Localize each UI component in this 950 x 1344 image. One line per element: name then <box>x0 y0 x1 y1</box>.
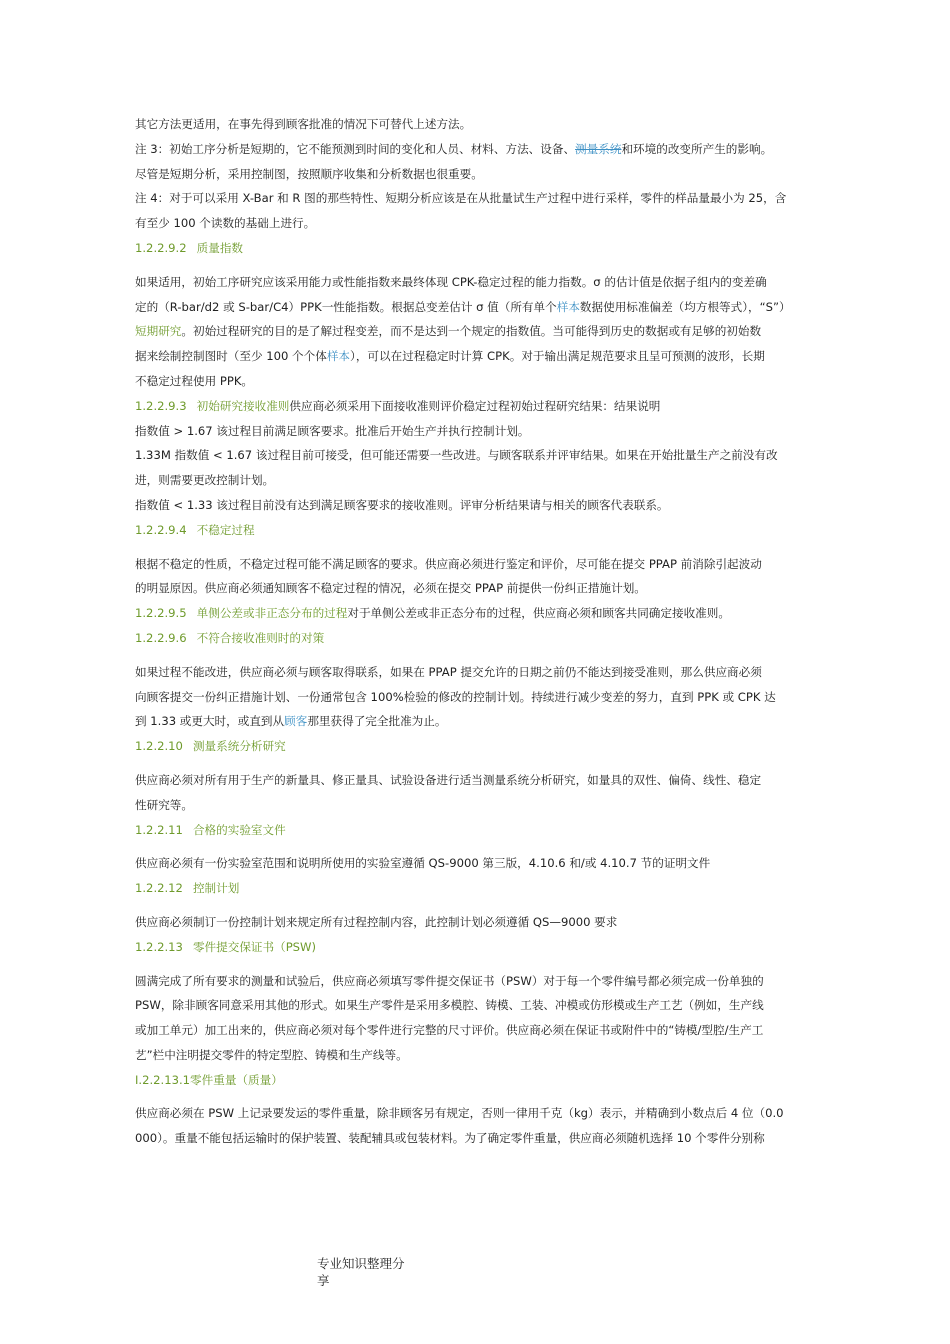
paragraph-line: 根据不稳定的性质，不稳定过程可能不满足顾客的要求。供应商必须进行鉴定和评价，尽可能在提交 PPAP 前消除引起波动 <box>135 556 762 571</box>
customer-link[interactable]: 顾客 <box>284 714 308 729</box>
short-term-study-link[interactable]: 短期研究 <box>135 324 182 339</box>
section-heading: 1.2.2.13 零件提交保证书（PSW) <box>135 939 317 954</box>
paragraph-line: 或加工单元）加工出来的，供应商必须对每个零件进行完整的尺寸评价。供应商必须在保证书或附件中的“铸模/型腔/生产工 <box>135 1023 764 1038</box>
paragraph-line: 性研究等。 <box>135 797 193 812</box>
paragraph-line: 到 1.33 或更大时，或直到从顾客那里获得了完全批准为止。 <box>135 714 447 729</box>
page-footer <box>317 1255 417 1289</box>
paragraph-line: 1.33M 指数值 < 1.67 该过程目前可接受，但可能还需要一些改进。与顾客联系并评审结果。如果在开始批量生产之前没有改 <box>135 448 778 463</box>
paragraph-line: 有至少 100 个读数的基础上进行。 <box>135 216 316 231</box>
paragraph-line: 进，则需要更改控制计划。 <box>135 473 275 488</box>
paragraph-line: 指数值 < 1.33 该过程目前没有达到满足顾客要求的接收准则。评审分析结果请与相关的顾客代表联系。 <box>135 497 669 512</box>
sample-link[interactable]: 样本 <box>326 349 351 364</box>
paragraph-line: 不稳定过程使用 PPK。 <box>135 373 254 388</box>
paragraph-line: 如果过程不能改进，供应商必须与顾客取得联系，如果在 PPAP 提交允许的日期之前仍不能达到接受准则，那么供应商必须 <box>135 664 762 679</box>
paragraph-line: 向顾客提交一份纠正措施计划、一份通常包含 100%检验的修改的控制计划。持续进行减少变差的努力，直到 PPK 或 CPK 达 <box>135 689 776 704</box>
footer-line: 享 <box>317 1273 330 1288</box>
paragraph-line: PSW，除非顾客同意采用其他的形式。如果生产零件是采用多模腔、铸模、工装、冲模或仿形模或生产工艺（例如，生产线 <box>135 998 764 1013</box>
section-heading: 1.2.2.9.2 质量指数 <box>135 240 244 255</box>
document-body <box>135 112 835 1151</box>
paragraph-line: 供应商必须有一份实验室范围和说明所使用的实验室遵循 QS-9000 第三版，4.10.6 和/或 4.10.7 节的证明文件 <box>135 856 711 871</box>
section-heading-inline: 1.2.2.9.3 初始研究接收准则供应商必须采用下面接收准则评价稳定过程初始过程研究结果：结果说明 <box>135 398 661 413</box>
paragraph-line: 供应商必须在 PSW 上记录要发运的零件重量，除非顾客另有规定，否则一律用千克（kg）表示，并精确到小数点后 4 位（0.0 <box>135 1106 784 1121</box>
paragraph-line: 000）。重量不能包括运输时的保护装置、装配辅具或包装材料。为了确定零件重量，供应商必须随机选择 10 个零件分别称 <box>135 1131 765 1146</box>
paragraph-line: 艺”栏中注明提交零件的特定型腔、铸模和生产线等。 <box>135 1047 408 1062</box>
paragraph-line: 指数值 > 1.67 该过程目前满足顾客要求。批准后开始生产并执行控制计划。 <box>135 423 530 438</box>
section-heading: 1.2.2.12 控制计划 <box>135 881 240 896</box>
section-heading: 1.2.2.9.6 不符合接收准则时的对策 <box>135 630 325 645</box>
paragraph-line: 据来绘制控制图时（至少 100 个个体样本），可以在过程稳定时计算 CPK。对于输出满足规范要求且呈可预测的波形，长期 <box>135 349 765 364</box>
section-heading-inline: 1.2.2.9.5 单侧公差或非正态分布的过程对于单侧公差或非正态分布的过程，供应商必须和顾客共同确定接收准则。 <box>135 606 730 621</box>
note4-line: 注 4：对于可以采用 X-Bar 和 R 图的那些特性、短期分析应该是在从批量试生产过程中进行采样，零件的样品量最小为 25，含 <box>135 191 787 206</box>
section-heading: I.2.2.13.1零件重量（质量） <box>135 1072 283 1087</box>
measurement-system-link[interactable]: 测量系统 <box>575 141 622 156</box>
paragraph-line: 其它方法更适用，在事先得到顾客批准的情况下可替代上述方法。 <box>135 117 472 131</box>
section-heading: 1.2.2.11 合格的实验室文件 <box>135 822 286 837</box>
paragraph-line: 尽管是短期分析，采用控制图，按照顺序收集和分析数据也很重要。 <box>135 166 483 181</box>
paragraph-line: 的明显原因。供应商必须通知顾客不稳定过程的情况，必须在提交 PPAP 前提供一份纠正措施计划。 <box>135 581 646 596</box>
sample-link[interactable]: 样本 <box>556 299 580 314</box>
footer-line: 专业知识整理分 <box>317 1256 405 1271</box>
section-heading: 1.2.2.9.4 不稳定过程 <box>135 522 255 537</box>
paragraph-line: 定的（R-bar/d2 或 S-bar/C4）PPK一性能指数。根据总变差估计 σ 值（所有单个样本数据使用标准偏差（均方根等式），“S”） <box>135 299 791 314</box>
section-heading: 1.2.2.10 测量系统分析研究 <box>135 739 286 754</box>
paragraph-line: 圆满完成了所有要求的测量和试验后，供应商必须填写零件提交保证书（PSW）对于每一个零件编号都必须完成一份单独的 <box>135 973 764 988</box>
note3-line: 注 3：初始工序分析是短期的，它不能预测到时间的变化和人员、材料、方法、设备、测量系统和环境的改变所产生的影响。 <box>135 141 773 156</box>
paragraph-line: 供应商必须对所有用于生产的新量具、修正量具、试验设备进行适当测量系统分析研究，如量具的双性、偏倚、线性、稳定 <box>135 772 762 787</box>
paragraph-line: 短期研究。初始过程研究的目的是了解过程变差，而不是达到一个规定的指数值。当可能得到历史的数据或有足够的初始数 <box>135 324 762 339</box>
paragraph-line: 如果适用，初始工序研究应该采用能力或性能指数来最终体现 CPK-稳定过程的能力指数。σ 的估计值是依据子组内的变差确 <box>135 274 767 289</box>
paragraph-line: 供应商必须制订一份控制计划来规定所有过程控制内容，此控制计划必须遵循 QS—9000 要求 <box>135 914 618 929</box>
